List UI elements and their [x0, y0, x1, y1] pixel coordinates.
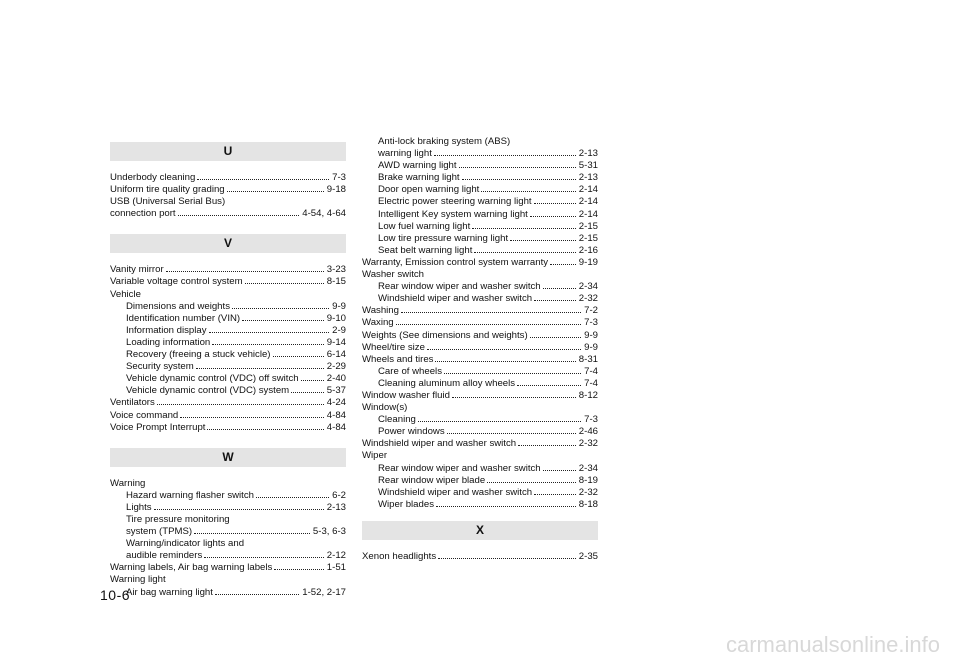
- index-subentry: Anti-lock braking system (ABS): [378, 136, 511, 147]
- index-entry: Ventilators 4-24: [110, 397, 346, 409]
- index-subentry: Low tire pressure warning light 2-15: [378, 232, 598, 244]
- index-entry: Warranty, Emission control system warranty 9-19: [362, 256, 598, 268]
- index-subentry: Rear window wiper blade 8-19: [378, 474, 598, 486]
- index-subentry: Low fuel warning light 2-15: [378, 220, 598, 232]
- index-entry: USB (Universal Serial Bus): [110, 196, 226, 208]
- index-entry: Warning labels, Air bag warning labels 1-51: [110, 562, 346, 574]
- index-subentry: Tire pressure monitoring: [126, 513, 230, 525]
- index-entry: Window(s): [362, 402, 408, 414]
- section-heading-u: U: [110, 142, 346, 161]
- page-number: 10-6: [100, 587, 131, 603]
- index-subentry: Security system 2-29: [126, 361, 346, 373]
- index-subentry: warning light 2-13: [378, 148, 598, 160]
- index-entry: Wheel/tire size 9-9: [362, 341, 598, 353]
- index-subentry: Lights 2-13: [126, 501, 346, 513]
- index-entry: Variable voltage control system 8-15: [110, 276, 346, 288]
- index-subentry: Cleaning aluminum alloy wheels 7-4: [378, 377, 598, 389]
- watermark: carmanualsonline.info: [725, 632, 940, 657]
- index-entry: Windshield wiper and washer switch 2-32: [362, 438, 598, 450]
- index-subentry: Brake warning light 2-13: [378, 172, 598, 184]
- index-entry: Vanity mirror 3-23: [110, 264, 346, 276]
- index-subentry: Electric power steering warning light 2-14: [378, 196, 598, 208]
- index-subentry: Vehicle dynamic control (VDC) off switch 2-40: [126, 373, 346, 385]
- index-subentry: Hazard warning flasher switch 6-2: [126, 489, 346, 501]
- index-subentry: Care of wheels 7-4: [378, 365, 598, 377]
- index-subentry: Rear window wiper and washer switch 2-34: [378, 281, 598, 293]
- section-heading-v: V: [110, 234, 346, 253]
- index-entry: Weights (See dimensions and weights) 9-9: [362, 329, 598, 341]
- index-entry: Washer switch: [362, 269, 425, 281]
- index-entry: Window washer fluid 8-12: [362, 389, 598, 401]
- index-subentry: Wiper blades 8-18: [378, 498, 598, 510]
- index-subentry: Intelligent Key system warning light 2-14: [378, 208, 598, 220]
- index-entry: Voice command 4-84: [110, 409, 346, 421]
- index-entry: Washing 7-2: [362, 305, 598, 317]
- index-subentry: audible reminders 2-12: [126, 550, 346, 562]
- index-column-left: [110, 140, 346, 599]
- index-entry: Wiper: [362, 450, 388, 462]
- index-subentry: Identification number (VIN) 9-10: [126, 312, 346, 324]
- index-subentry: Information display 2-9: [126, 324, 346, 336]
- index-entry: Warning light: [110, 574, 166, 586]
- index-subentry: Rear window wiper and washer switch 2-34: [378, 462, 598, 474]
- index-subentry: Windshield wiper and washer switch 2-32: [378, 486, 598, 498]
- index-entry: Waxing 7-3: [362, 317, 598, 329]
- index-subentry: Vehicle dynamic control (VDC) system 5-37: [126, 385, 346, 397]
- section-heading-w: W: [110, 448, 346, 467]
- index-entry: connection port 4-54, 4-64: [110, 208, 346, 220]
- index-entry: Xenon headlights 2-35: [362, 550, 598, 562]
- index-subentry: Cleaning 7-3: [378, 414, 598, 426]
- index-subentry: AWD warning light 5-31: [378, 160, 598, 172]
- section-heading-x: X: [362, 521, 598, 540]
- index-subentry: Loading information 9-14: [126, 336, 346, 348]
- index-subentry: Power windows 2-46: [378, 426, 598, 438]
- index-subentry: Dimensions and weights 9-9: [126, 300, 346, 312]
- index-subentry: Door open warning light 2-14: [378, 184, 598, 196]
- index-subentry: Warning/indicator lights and: [126, 538, 245, 550]
- index-subentry: Windshield wiper and washer switch 2-32: [378, 293, 598, 305]
- index-entry: Wheels and tires 8-31: [362, 353, 598, 365]
- index-entry: Voice Prompt Interrupt 4-84: [110, 421, 346, 433]
- index-subentry: Recovery (freeing a stuck vehicle) 6-14: [126, 349, 346, 361]
- index-entry: Vehicle: [110, 288, 141, 300]
- index-entry: Uniform tire quality grading 9-18: [110, 184, 346, 196]
- index-entry: Underbody cleaning 7-3: [110, 172, 346, 183]
- index-column-right: [362, 136, 598, 563]
- index-subentry: Air bag warning light 1-52, 2-17: [126, 586, 346, 598]
- index-subentry: Seat belt warning light 2-16: [378, 244, 598, 256]
- index-subentry: system (TPMS) 5-3, 6-3: [126, 526, 346, 538]
- index-entry: Warning: [110, 477, 146, 489]
